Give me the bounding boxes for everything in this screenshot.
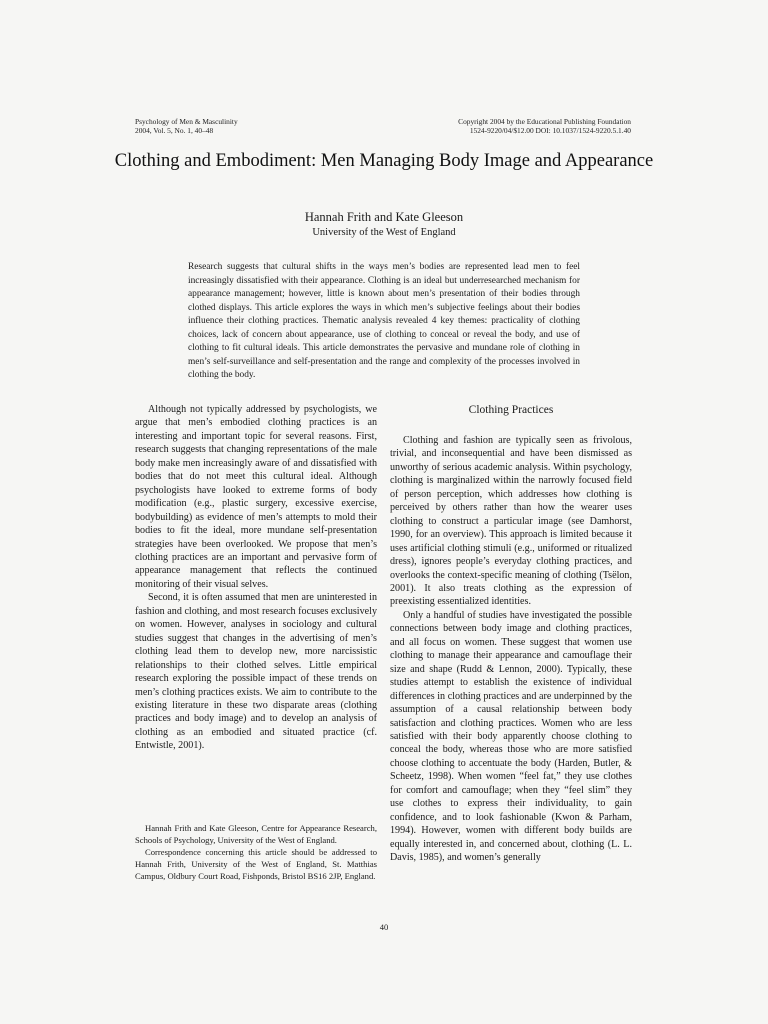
section-heading: Clothing Practices bbox=[468, 404, 554, 416]
copyright-line: Copyright 2004 by the Educational Publishing Foundation bbox=[458, 117, 631, 126]
author-footnote bbox=[135, 822, 377, 882]
body-paragraph: Although not typically addressed by psychologists, we argue that men’s embodied clothing practices is an interesting and important topic for several reasons. First, research suggests that changing representations of the male body make men increasingly aware of and dissatisfied with bodies that do not meet this cultural ideal. Although psychologists have looked to extreme forms of body modification (e.g., plastic surgery, excessive exercise, bodybuilding) as evidence of men’s attempts to mold their bodies to fit the ideal, more mundane self-presentation strategies have been overlooked. We propose that men’s clothing practices are an important and pervasive form of appearance management that reflects the continued monitoring of their visual selves. bbox=[135, 404, 377, 590]
journal-volume: 2004, Vol. 5, No. 1, 40–48 bbox=[135, 126, 214, 135]
left-column bbox=[135, 403, 377, 753]
body-paragraph: Only a handful of studies have investigated the possible connections between body image and clothing practices, and all focus on women. These suggest that women use clothing to manage their appearance and camouflage their size and shape (Rudd & Lennon, 2000). Typically, these studies attempt to establish the existence of individual differences in clothing practices and are underpinned by the assumption of a causal relationship between body satisfaction and clothing practices. Women who are less satisfied with their body apparently choose clothing to conceal the body, whereas those who are more satisfied choose clothing to accentuate the body (Harden, Butler, & Scheetz, 1998). When women “feel fat,” they use clothes for comfort and camouflage; when they “feel slim” they use clothes to express their individuality, to gain confidence, and to look fashionable (Kwon & Parham, 1994). However, women with different body builds are equally interested in, and concerned about, clothing (L. L. Davis, 1985), and women’s generally bbox=[390, 609, 632, 864]
journal-citation bbox=[135, 117, 238, 135]
article-authors: Hannah Frith and Kate Gleeson bbox=[304, 210, 464, 224]
author-affiliation: University of the West of England bbox=[312, 227, 456, 238]
journal-name: Psychology of Men & Masculinity bbox=[135, 117, 238, 126]
page-number: 40 bbox=[379, 922, 389, 932]
right-column bbox=[390, 403, 632, 865]
footnote-affiliation: Hannah Frith and Kate Gleeson, Centre for Appearance Research, Schools of Psychology, University of the West of England. bbox=[135, 823, 377, 845]
article-title: Clothing and Embodiment: Men Managing Body Image and Appearance bbox=[114, 151, 654, 171]
body-paragraph: Clothing and fashion are typically seen as frivolous, trivial, and inconsequential and have been dismissed as unworthy of serious academic analysis. Within psychology, clothing is marginalized within the narrowly focused field of person perception, which addresses how clothing is perceived by others rather than how the wearer uses clothing to construct a particular image (see Damhorst, 1990, for an overview). This approach is limited because it uses artificial clothing stimuli (e.g., uniformed or ritualized dress), ignores people’s everyday clothing practices, and overlooks the context-specific meaning of clothing (Tsëlon, 2001). It also treats clothing as the expression of preexisting essentialized identities. bbox=[390, 435, 632, 608]
copyright-notice bbox=[458, 117, 631, 135]
footnote-correspondence: Correspondence concerning this article should be addressed to Hannah Frith, University of the West of England, St. Matthias Campus, Oldbury Court Road, Fishponds, Bristol BS16 2JP, England. bbox=[135, 847, 377, 881]
body-paragraph: Second, it is often assumed that men are uninterested in fashion and clothing, and most research focuses exclusively on women. However, analyses in sociology and cultural studies suggest that changes in the advertising of men’s clothing lead them to develop new, more narcissistic relationships to their clothed selves. Little empirical research exploring the possible impact of these trends on men’s clothing practices exists. We aim to contribute to the existing literature in these two disparate areas (clothing practices and body image) and to develop an analysis of clothing as an embodied and situated practice (cf. Entwistle, 2001). bbox=[135, 592, 377, 752]
abstract: Research suggests that cultural shifts in the ways men’s bodies are represented lead men to feel increasingly dissatisfied with their appearance. Clothing is an ideal but underresearched mechanism for appearance management; however, little is known about men’s presentation of their bodies through clothed displays. This article explores the ways in which men’s subjective feelings about their bodies influence their clothing practices. Thematic analysis revealed 4 key themes: practicality of clothing choices, lack of concern about appearance, use of clothing to conceal or reveal the body, and use of clothing to fit cultural ideals. This article demonstrates the pervasive and mundane role of clothing in men’s self-surveillance and self-presentation and the range and complexity of the processes involved in clothing the body. bbox=[188, 262, 580, 381]
doi-line: 1524-9220/04/$12.00 DOI: 10.1037/1524-9220.5.1.40 bbox=[469, 126, 631, 135]
